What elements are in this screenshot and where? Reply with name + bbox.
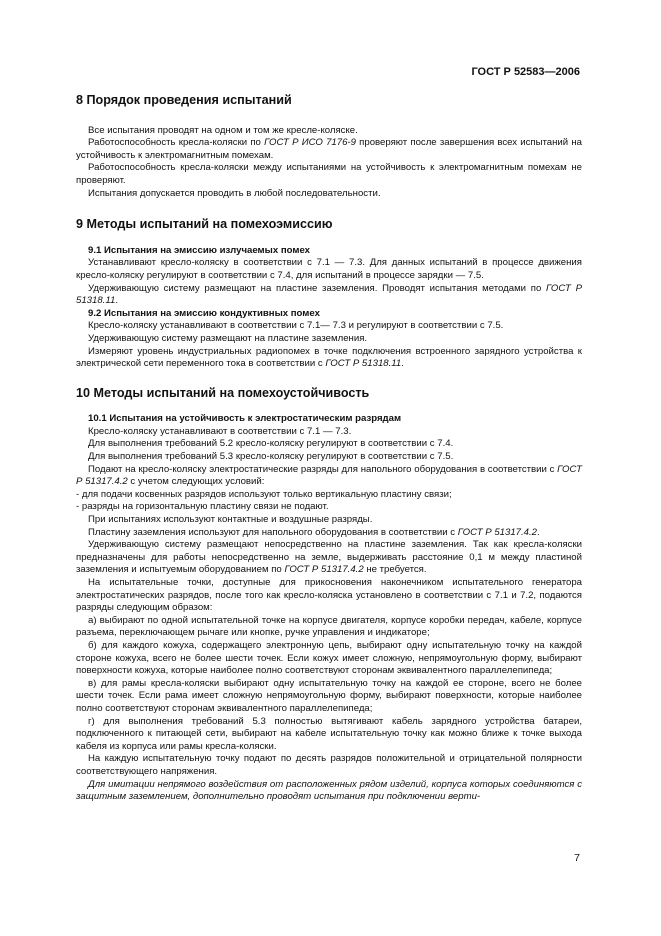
section-10-heading: 10 Методы испытаний на помехоустойчивость [76, 385, 370, 400]
paragraph: Пластину заземления используют для напольного оборудования в соответствии с ГОСТ Р 51317.4.2. [88, 526, 540, 538]
paragraph: Удерживающую систему размещают на пластине заземления. Проводят испытания методами по ГОСТ Р 51318.11. [76, 282, 582, 307]
page-content [76, 90, 582, 804]
paragraph: Испытания допускается проводить в любой последовательности. [88, 187, 381, 199]
list-item: а) выбирают по одной испытательной точке на корпусе двигателя, корпусе коробки передач, кабеле, корпусе разъема, переключающем рычаге или кнопке, ручке управления и индикаторе; [76, 614, 582, 639]
paragraph: Все испытания проводят на одном и том же кресле-коляске. [88, 124, 358, 136]
list-item: б) для каждого кожуха, содержащего электронную цепь, выбирают одну испытательную точку на каждой стороне кожуха, всего не более шести точек. Если кожух имеет сложную, непрямоугольную форму, выбирают поверхности кожуха, которые наиболее полно соответствуют сторонам эквивалентного параллелепипеда; [76, 639, 582, 677]
standard-reference: ГОСТ Р 51317.4.2 [76, 463, 582, 488]
paragraph: Измеряют уровень индустриальных радиопомех в точке подключения встроенного зарядного устройства к электрической сети переменного тока в соответствии с ГОСТ Р 51318.11. [76, 345, 582, 370]
document-code: ГОСТ Р 52583—2006 [471, 66, 580, 78]
paragraph: Работоспособность кресла-коляски по ГОСТ Р ИСО 7176-9 проверяют после завершения всех испытаний на устойчивость к электромагнитным помехам. [76, 137, 582, 161]
section-8-heading: 8 Порядок проведения испытаний [76, 93, 292, 107]
list-item: - для подачи косвенных разрядов используют только вертикальную пластину связи; [76, 488, 452, 500]
paragraph: Удерживающую систему размещают непосредственно на пластине заземления. Так как кресла-коляски предназначены для работы непосредственно на земле, выдерживать расстояние 0,1 м между пластиной заземления и испытуемым оборудованием по ГОСТ Р 51317.4.2 не требуется. [76, 539, 582, 576]
paragraph: Устанавливают кресло-коляску в соответствии с 7.1 — 7.3. Для данных испытаний в процессе движения кресло-коляску регулируют в соответствии с 7.4, для испытаний в процессе зарядки — 7.5. [76, 257, 582, 281]
subsection-10-1-heading: 10.1 Испытания на устойчивость к электростатическим разрядам [88, 413, 402, 425]
paragraph: При испытаниях используют контактные и воздушные разряды. [88, 514, 373, 526]
standard-reference: ГОСТ Р 51317.4.2 [284, 564, 364, 576]
paragraph: Кресло-коляску устанавливают в соответствии с 7.1 — 7.3. [88, 425, 352, 437]
standard-reference: ГОСТ Р ИСО 7176-9 [264, 137, 356, 149]
standard-reference: ГОСТ Р 51318.11 [325, 358, 402, 370]
standard-reference: ГОСТ Р 51317.4.2 [457, 526, 538, 538]
paragraph: Для имитации непрямого воздействия от расположенных рядом изделий, корпуса которых соединяются с защитным заземлением, дополнительно проводят испытания при подключении верти- [76, 778, 582, 803]
section-9-heading: 9 Методы испытаний на помехоэмиссию [76, 217, 333, 232]
list-item: в) для рамы кресла-коляски выбирают одну испытательную точку на каждой ее стороне, всего не более шести точек. Если рама имеет сложную непрямоугольную форму, выбирают поверхности, которые наиболее полно соответствуют сторонам эквивалентного параллелепипеда; [76, 677, 582, 714]
paragraph: Для выполнения требований 5.2 кресло-коляску регулируют в соответствии с 7.4. [88, 438, 454, 450]
paragraph: Кресло-коляску устанавливают в соответствии с 7.1— 7.3 и регулируют в соответствии с 7.5. [88, 320, 504, 332]
paragraph: На испытательные точки, доступные для прикосновения наконечником испытательного генератора электростатических разрядов, после того как кресло-коляска установлено в соответствии с 7.1 и 7.2, подаются разряды следующим образом: [76, 577, 582, 614]
paragraph: Работоспособность кресла-коляски между испытаниями на устойчивость к электромагнитным помехам не проверяют. [76, 162, 582, 186]
subsection-9-1-heading: 9.1 Испытания на эмиссию излучаемых помех [88, 244, 311, 256]
paragraph: Для выполнения требований 5.3 кресло-коляску регулируют в соответствии с 7.5. [88, 451, 454, 463]
paragraph: Удерживающую систему размещают на пластине заземления. [88, 332, 368, 344]
subsection-9-2-heading: 9.2 Испытания на эмиссию кондуктивных помех [88, 307, 320, 319]
page-number: 7 [574, 852, 580, 864]
paragraph: На каждую испытательную точку подают по десять разрядов положительной и отрицательной полярности соответствующего напряжения. [76, 753, 582, 777]
list-item: г) для выполнения требований 5.3 полностью вытягивают кабель зарядного устройства батареи, подключенного к питающей сети, выбирают на кабеле испытательную точку как можно ближе к точке выхода кабеля из корпуса или рамы кресла-коляски. [76, 715, 582, 752]
standard-reference: ГОСТ Р 51318.11 [76, 282, 582, 307]
paragraph: Подают на кресло-коляску электростатические разряды для напольного оборудования в соответствии с ГОСТ Р 51317.4.2 с учетом следующих условий: [76, 463, 582, 488]
list-item: - разряды на горизонтальную пластину связи не подают. [76, 501, 329, 513]
